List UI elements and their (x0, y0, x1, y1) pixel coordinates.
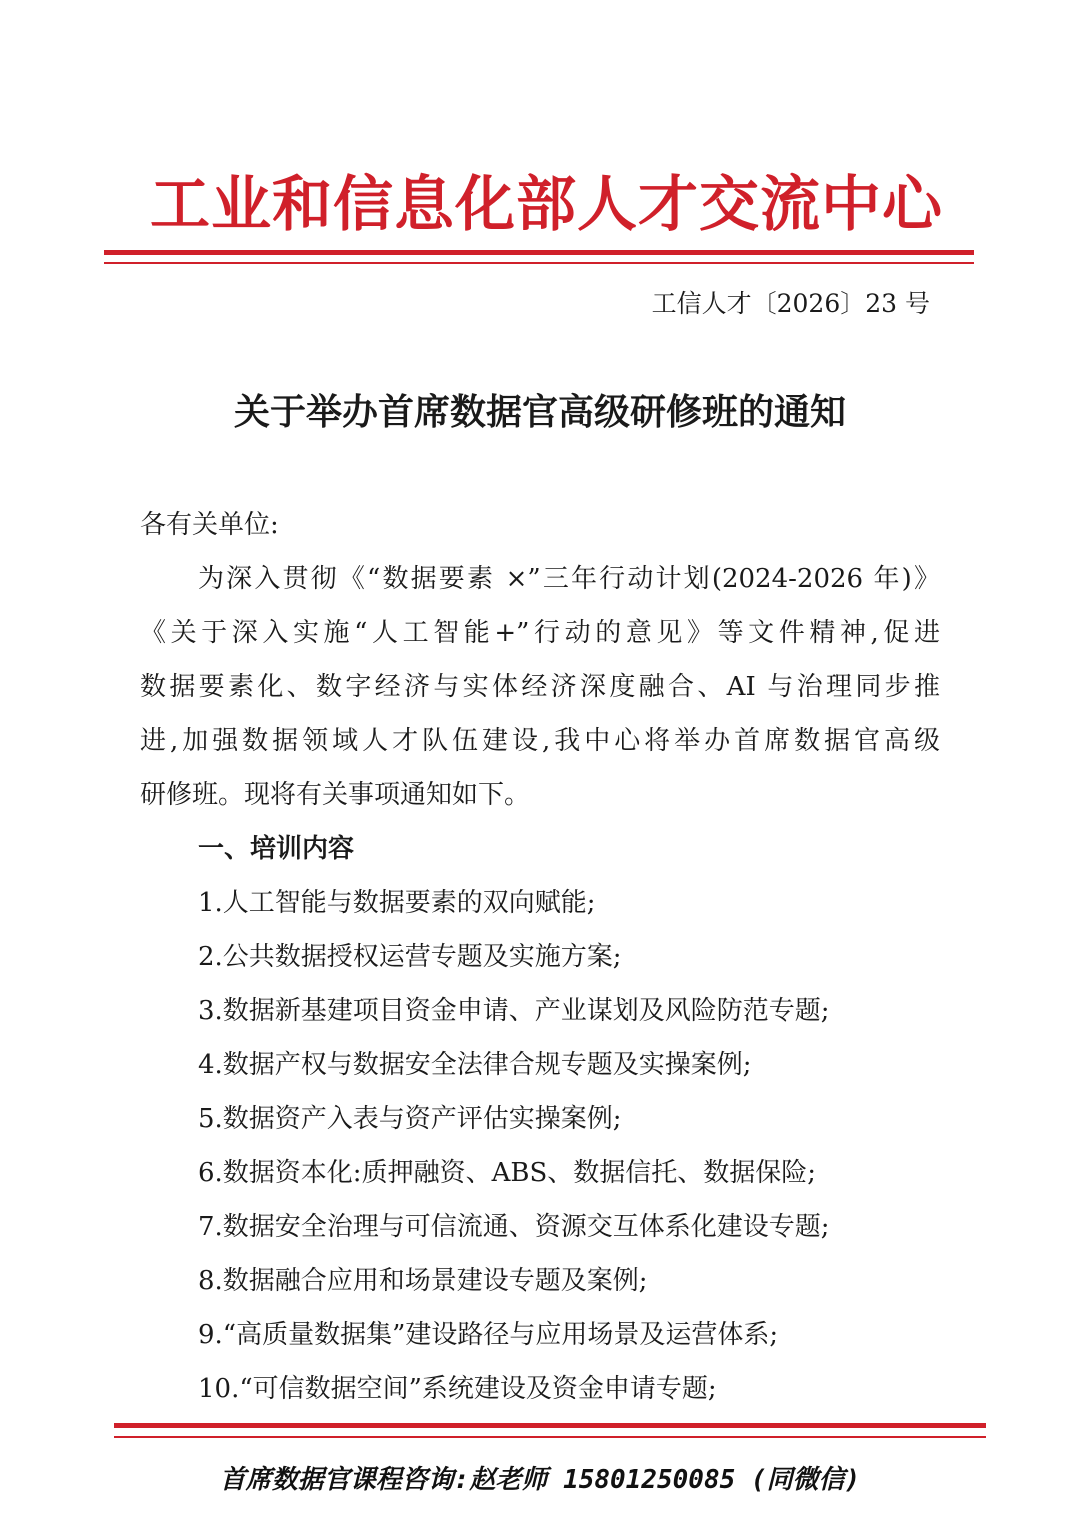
footer-rule-thin (114, 1436, 986, 1438)
intro-line: 研修班。现将有关事项通知如下。 (140, 780, 531, 810)
document-number: 工信人才〔2026〕23 号 (651, 289, 930, 318)
section-heading: 一、培训内容 (198, 834, 355, 864)
content-item: 5.数据资产入表与资产评估实操案例; (198, 1104, 622, 1134)
notice-title: 关于举办首席数据官高级研修班的通知 (233, 392, 846, 433)
header-rule-thin (104, 262, 974, 264)
intro-line: 进,加强数据领域人才队伍建设,我中心将举办首席数据官高级 (140, 726, 940, 756)
intro-line: 为深入贯彻《“数据要素 ×”三年行动计划(2024-2026 年)》 (198, 564, 940, 594)
contact-footer: 首席数据官课程咨询:赵老师 15801250085 (同微信) (219, 1465, 861, 1495)
content-item: 8.数据融合应用和场景建设专题及案例; (198, 1266, 648, 1296)
content-item: 4.数据产权与数据安全法律合规专题及实操案例; (198, 1050, 752, 1080)
content-item: 3.数据新基建项目资金申请、产业谋划及风险防范专题; (198, 996, 830, 1026)
content-item: 9.“高质量数据集”建设路径与应用场景及运营体系; (198, 1320, 779, 1350)
header-rule-thick (104, 250, 974, 255)
content-item: 7.数据安全治理与可信流通、资源交互体系化建设专题; (198, 1212, 830, 1242)
notice-body (140, 498, 940, 1416)
salutation: 各有关单位: (140, 510, 279, 540)
org-header-title: 工业和信息化部人才交流中心 (150, 170, 943, 240)
content-item: 2.公共数据授权运营专题及实施方案; (198, 942, 622, 972)
intro-line: 《关于深入实施“人工智能+”行动的意见》等文件精神,促进 (140, 618, 940, 648)
content-item: 1.人工智能与数据要素的双向赋能; (198, 888, 596, 918)
content-item: 10.“可信数据空间”系统建设及资金申请专题; (198, 1374, 717, 1404)
intro-line: 数据要素化、数字经济与实体经济深度融合、AI 与治理同步推 (140, 672, 940, 702)
content-item: 6.数据资本化:质押融资、ABS、数据信托、数据保险; (198, 1158, 817, 1188)
footer-rule-thick (114, 1423, 986, 1428)
